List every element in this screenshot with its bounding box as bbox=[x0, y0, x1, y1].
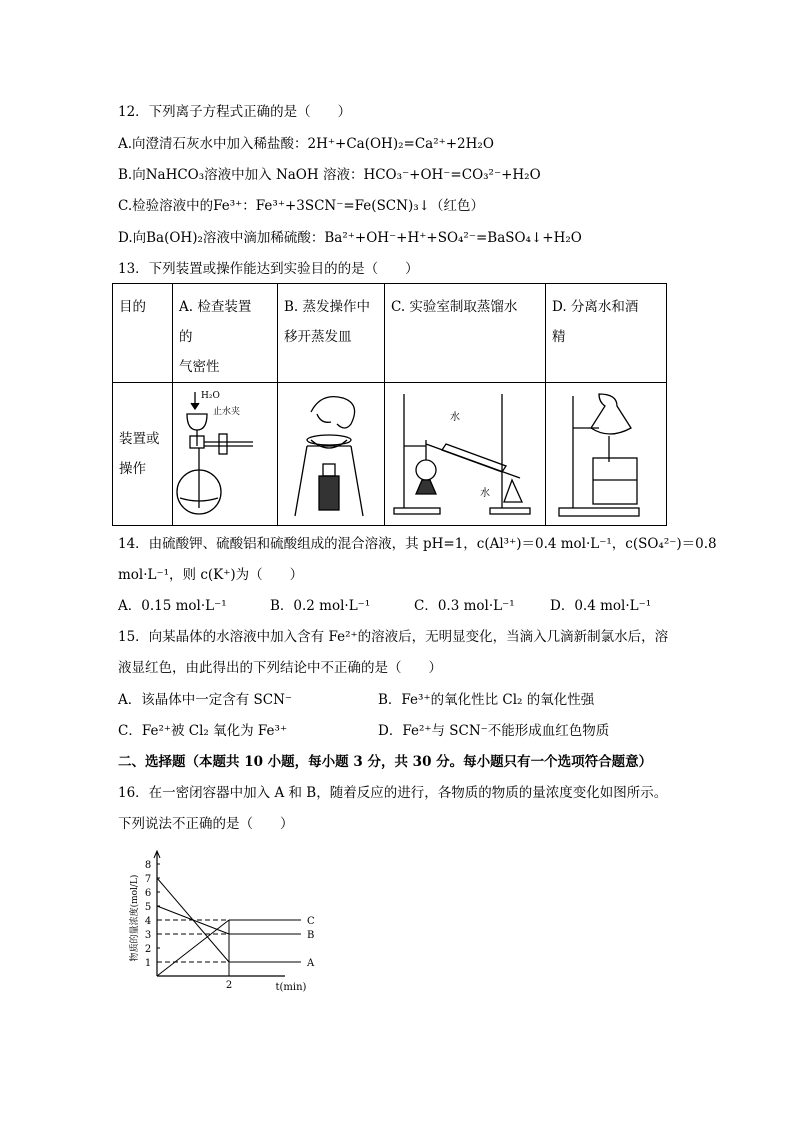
y-tick-label: 5 bbox=[144, 902, 152, 913]
series-label-A: A bbox=[307, 958, 315, 969]
y-axis-label: 物质的量浓度(mol/L) bbox=[130, 874, 140, 962]
experiment-table bbox=[112, 283, 667, 526]
cell-a-figure bbox=[173, 383, 278, 526]
q14-option-d: D．0.4 mol·L⁻¹ bbox=[550, 598, 652, 614]
q15-option-d: D．Fe²⁺与 SCN⁻不能形成血红色物质 bbox=[378, 723, 610, 739]
cell-a-line: A. 检查装置 bbox=[179, 299, 252, 315]
row-label-line: 装置或 bbox=[119, 431, 160, 447]
cell-c-line: C. 实验室制取蒸馏水 bbox=[391, 299, 518, 315]
y-tick-label: 1 bbox=[144, 958, 152, 969]
y-tick-label: 4 bbox=[144, 916, 152, 927]
x-tick-label: 2 bbox=[225, 980, 233, 991]
airtightness-apparatus-figure bbox=[175, 384, 275, 524]
q16-line1: 16．在一密闭容器中加入 A 和 B，随着反应的进行，各物质的物质的量浓度变化如图所示。 bbox=[118, 785, 668, 801]
cell-d-figure bbox=[546, 383, 667, 526]
q12-option-a: A.向澄清石灰水中加入稀盐酸：2H⁺+Ca(OH)₂=Ca²⁺+2H₂O bbox=[118, 136, 494, 152]
section-heading: 二、选择题（本题共 10 小题，每小题 3 分，共 30 分。每小题只有一个选项符合题意） bbox=[118, 754, 653, 770]
y-tick-label: 6 bbox=[144, 888, 152, 899]
row-label-line: 操作 bbox=[119, 461, 146, 477]
q15-line2: 液显红色，由此得出的下列结论中不正确的是（ ） bbox=[118, 660, 442, 676]
series-label-B: B bbox=[307, 930, 315, 941]
distillation-figure bbox=[390, 384, 540, 524]
row-label-purpose: 目的 bbox=[113, 284, 173, 383]
row-label-apparatus bbox=[113, 383, 173, 526]
series-line-C bbox=[157, 920, 229, 976]
evaporation-figure bbox=[281, 384, 381, 524]
series-label-C: C bbox=[307, 916, 315, 927]
cell-a-purpose bbox=[173, 284, 278, 383]
cell-b-purpose bbox=[278, 284, 385, 383]
q12-option-b: B.向NaHCO₃溶液中加入 NaOH 溶液：HCO₃⁻+OH⁻=CO₃²⁻+H₂O bbox=[118, 167, 541, 183]
q14-line1: 14．由硫酸钾、硫酸铝和硫酸组成的混合溶液，其 pH=1，c(Al³⁺)＝0.4 mol·L⁻¹，c(SO₄²⁻)＝0.8 bbox=[118, 536, 717, 552]
cell-c-purpose bbox=[385, 284, 546, 383]
cell-a-line: 气密性 bbox=[179, 359, 220, 375]
q15-option-a: A．该晶体中一定含有 SCN⁻ bbox=[118, 692, 293, 708]
cell-d-line: 精 bbox=[552, 329, 566, 345]
y-tick-label: 7 bbox=[144, 874, 152, 885]
fig-h2o-label: H₂O bbox=[201, 391, 220, 401]
q14-line2: mol·L⁻¹，则 c(K⁺)为（ ） bbox=[118, 567, 304, 583]
x-axis-label: t(min) bbox=[275, 982, 307, 993]
cell-d-line: D. 分离水和酒 bbox=[552, 299, 639, 315]
q12-option-d: D.向Ba(OH)₂溶液中滴加稀硫酸：Ba²⁺+OH⁻+H⁺+SO₄²⁻=BaSO₄↓+H₂O bbox=[118, 230, 582, 246]
cell-a-line: 的 bbox=[179, 329, 193, 345]
q14-option-b: B．0.2 mol·L⁻¹ bbox=[270, 598, 371, 614]
q12-option-c: C.检验溶液中的Fe³⁺：Fe³⁺+3SCN⁻=Fe(SCN)₃↓（红色） bbox=[118, 198, 484, 214]
q14-option-c: C．0.3 mol·L⁻¹ bbox=[414, 598, 515, 614]
q15-line1: 15．向某晶体的水溶液中加入含有 Fe²⁺的溶液后，无明显变化，当滴入几滴新制氯水后，溶 bbox=[118, 629, 669, 645]
q15-option-b: B．Fe³⁺的氧化性比 Cl₂ 的氧化性强 bbox=[378, 692, 595, 708]
cell-b-figure bbox=[278, 383, 385, 526]
cell-b-line: 移开蒸发皿 bbox=[284, 329, 352, 345]
q16-line2: 下列说法不正确的是（ ） bbox=[118, 816, 294, 832]
y-tick-label: 3 bbox=[144, 930, 152, 941]
q12-stem: 12．下列离子方程式正确的是（ ） bbox=[118, 104, 352, 120]
q14-option-a: A．0.15 mol·L⁻¹ bbox=[118, 598, 227, 614]
cell-d-purpose bbox=[546, 284, 667, 383]
separation-funnel-figure bbox=[551, 384, 661, 524]
q13-stem: 13．下列装置或操作能达到实验目的的是（ ） bbox=[118, 261, 419, 277]
cell-b-line: B. 蒸发操作中 bbox=[284, 299, 371, 315]
q15-option-c: C．Fe²⁺被 Cl₂ 氧化为 Fe³⁺ bbox=[118, 723, 288, 739]
cell-c-figure bbox=[385, 383, 546, 526]
fig-water-out-label: 水 bbox=[480, 488, 490, 499]
fig-water-in-label: 水 bbox=[450, 412, 460, 423]
fig-clamp-label: 止水夹 bbox=[213, 407, 241, 417]
y-tick-label: 2 bbox=[144, 944, 152, 955]
y-tick-label: 8 bbox=[144, 860, 152, 871]
concentration-chart bbox=[125, 848, 325, 1000]
